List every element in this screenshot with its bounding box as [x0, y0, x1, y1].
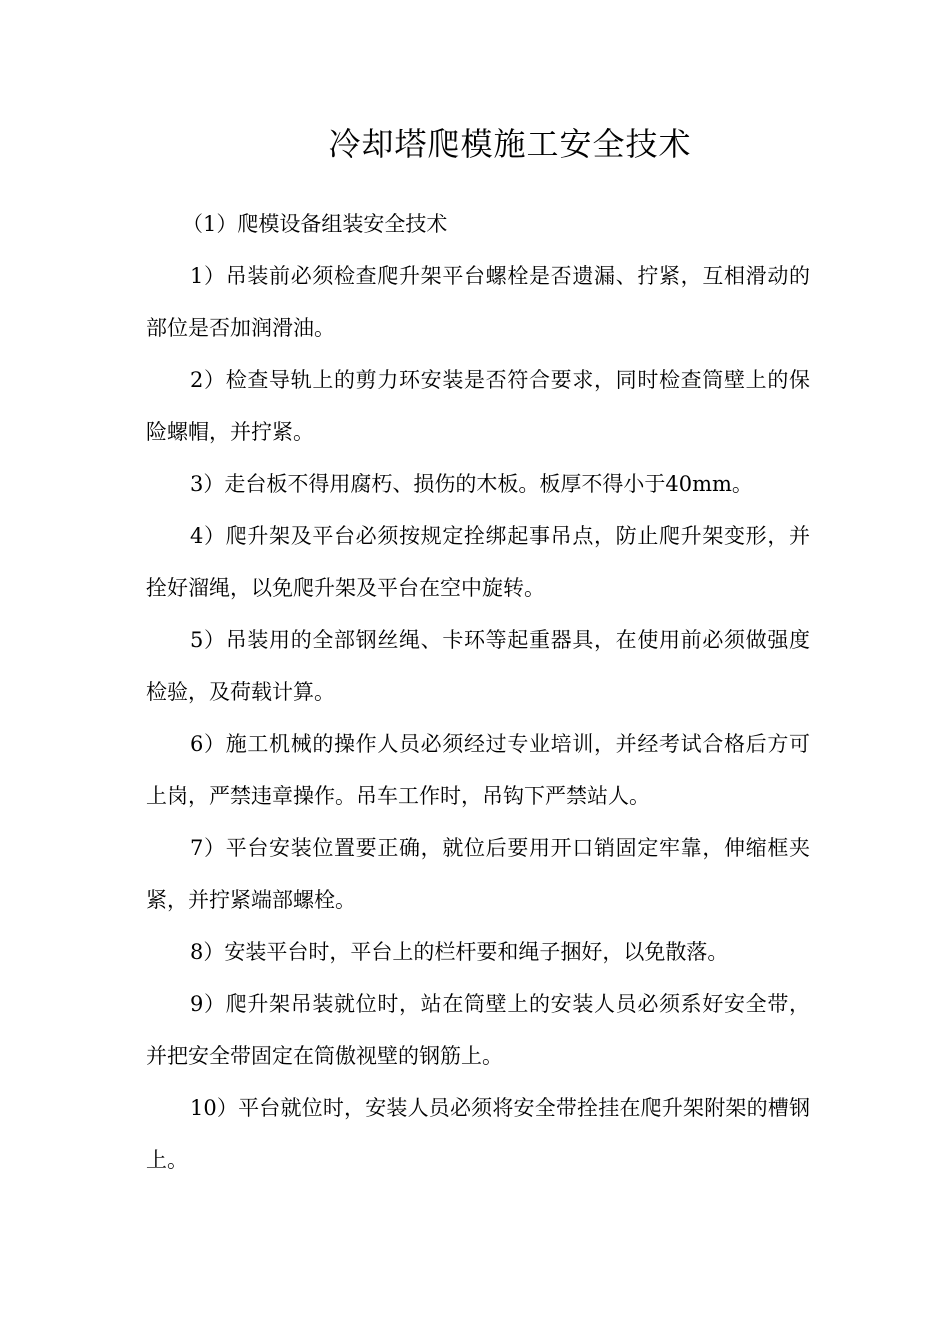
- list-item: 9）爬升架吊装就位时，站在筒壁上的安装人员必须系好安全带，并把安全带固定在筒傲视壁的钢筋上。: [146, 992, 810, 1068]
- list-item: 10）平台就位时，安装人员必须将安全带拴挂在爬升架附架的槽钢上。: [146, 1096, 810, 1172]
- list-item: 5）吊装用的全部钢丝绳、卡环等起重器具，在使用前必须做强度检验，及荷载计算。: [146, 628, 810, 704]
- list-item: 6）施工机械的操作人员必须经过专业培训，并经考试合格后方可上岗，严禁违章操作。吊车工作时，吊钩下严禁站人。: [146, 732, 810, 808]
- list-item: 8）安装平台时，平台上的栏杆要和绳子捆好，以免散落。: [190, 940, 729, 964]
- list-item: 3）走台板不得用腐朽、损伤的木板。板厚不得小于40mm。: [190, 472, 753, 496]
- document-title: 冷却塔爬模施工安全技术: [328, 125, 692, 163]
- list-item: 7）平台安装位置要正确，就位后要用开口销固定牢靠，伸缩框夹紧，并拧紧端部螺栓。: [146, 836, 810, 912]
- list-item: 1）吊装前必须检查爬升架平台螺栓是否遗漏、拧紧，互相滑动的部位是否加润滑油。: [146, 264, 810, 340]
- list-item: 4）爬升架及平台必须按规定拴绑起事吊点，防止爬升架变形，并拴好溜绳，以免爬升架及平台在空中旋转。: [146, 524, 810, 600]
- document-body: [146, 198, 810, 1186]
- list-item: 2）检查导轨上的剪力环安装是否符合要求，同时检查筒壁上的保险螺帽，并拧紧。: [146, 368, 810, 444]
- section-heading: （1）爬模设备组装安全技术: [182, 212, 448, 236]
